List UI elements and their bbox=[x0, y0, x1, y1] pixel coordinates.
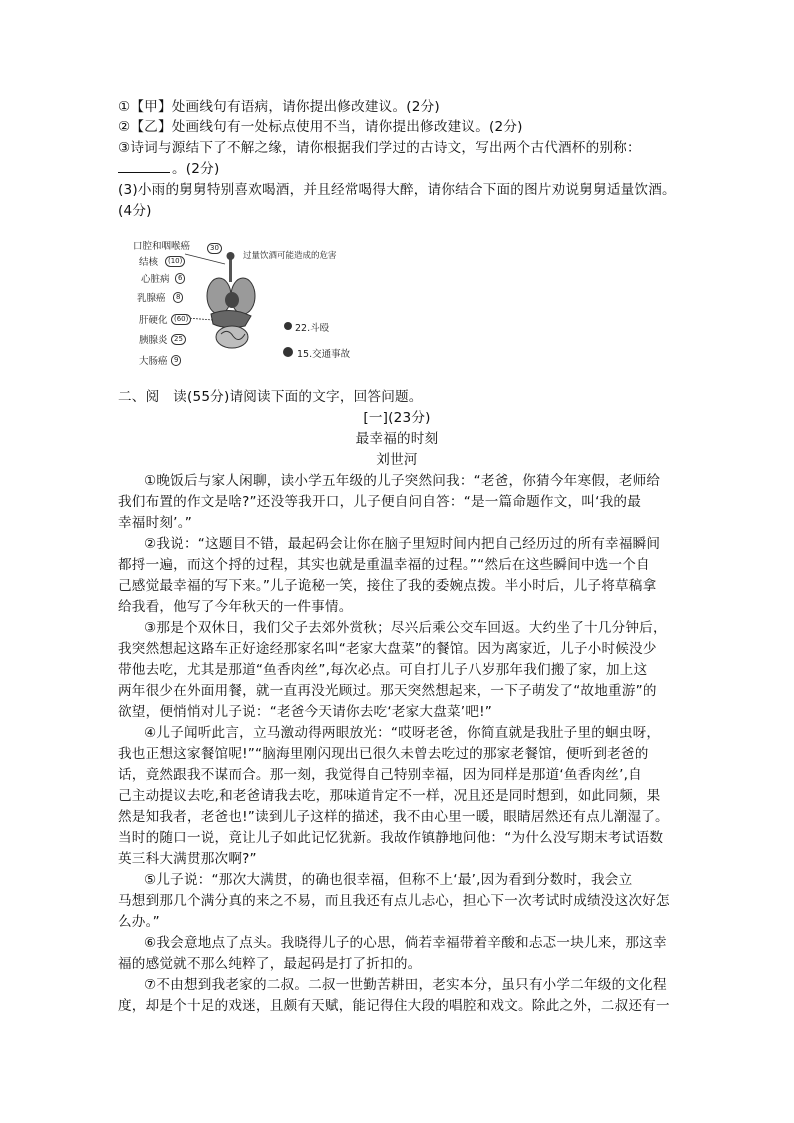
question-3-line-1: ③诗词与源结下了不解之缘，请你根据我们学过的古诗文，写出两个古代酒杯的别称： bbox=[118, 140, 641, 156]
question-1: ①【甲】处画线句有语病，请你提出修改建议。(2分) bbox=[118, 99, 440, 115]
label-tuberculosis: 结核 bbox=[139, 257, 159, 268]
text-line: ③那是个双休日，我们父子去郊外赏秋；尽兴后乘公交车回返。大约坐了十几分钟后， bbox=[144, 620, 667, 636]
question-4-line-2: (4分) bbox=[118, 203, 152, 219]
value-cirrhosis: (60) bbox=[171, 314, 191, 325]
label-fighting: 22.斗殴 bbox=[295, 323, 330, 334]
text-line: 幸福时刻’。” bbox=[118, 515, 192, 531]
alcohol-harm-figure bbox=[133, 234, 363, 370]
text-line: 带他去吃，尤其是那道“鱼香肉丝”,每次必点。可自打儿子八岁那年我们搬了家，加上这 bbox=[118, 662, 648, 678]
text-line: 福的感觉就不那么纯粹了，最起码是打了折扣的。 bbox=[118, 956, 422, 972]
question-3-suffix: 。(2分) bbox=[172, 161, 220, 177]
question-4-line-1: (3)小雨的舅舅特别喜欢喝酒，并且经常喝得大醉，请你结合下面的图片劝说舅舅适量饮酒。 bbox=[118, 182, 676, 198]
text-line: ①晚饭后与家人闲聊，读小学五年级的儿子突然问我：“老爸，你猜今年寒假，老师给 bbox=[144, 473, 661, 489]
text-line: 然是知我者，老爸也!”读到儿子这样的描述，我不由心里一暖，眼睛居然还有点儿潮湿了。 bbox=[118, 809, 669, 825]
value-breast-cancer: 8 bbox=[173, 292, 183, 303]
article-title: 最幸福的时刻 bbox=[355, 431, 439, 447]
label-traffic-accident: 15.交通事故 bbox=[297, 349, 351, 360]
text-line: 给我看，他写了今年秋天的一件事情。 bbox=[118, 599, 353, 615]
question-3-line-2 bbox=[118, 158, 219, 179]
text-line: ⑤儿子说：“那次大满贯，的确也很幸福，但称不上‘最’,因为看到分数时，我会立 bbox=[144, 872, 633, 888]
label-oral-cancer: 口腔和咽喉癌 bbox=[133, 241, 191, 252]
label-colon-cancer: 大肠癌 bbox=[139, 356, 168, 367]
text-line: 我也正想这家餐馆呢!”“脑海里刚闪现出已很久未曾去吃过的那家老餐馆，便听到老爸的 bbox=[118, 746, 649, 762]
text-line: 当时的随口一说，竟让儿子如此记忆犹新。我故作镇静地问他：“为什么没写期末考试语数 bbox=[118, 830, 664, 846]
text-line: ⑦不由想到我老家的二叔。二叔一世勤苦耕田，老实本分，虽只有小学二年级的文化程 bbox=[144, 977, 667, 993]
question-2: ②【乙】处画线句有一处标点使用不当，请你提出修改建议。(2分) bbox=[118, 119, 523, 135]
section-heading: 二、阅 读(55分)请阅读下面的文字，回答问题。 bbox=[118, 389, 423, 405]
part-heading: [一](23分) bbox=[363, 410, 431, 426]
label-breast-cancer: 乳腺癌 bbox=[137, 293, 166, 304]
text-line: 欲望，便悄悄对儿子说：“老爸今天请你去吃‘老家大盘菜’吧!” bbox=[118, 704, 493, 720]
text-line: 马想到那几个满分真的来之不易，而且我还有点儿忐心，担心下一次考试时成绩没这次好怎 bbox=[118, 893, 670, 909]
text-line: 两年很少在外面用餐，就一直再没光顾过。那天突然想起来，一下子萌发了“故地重游”的 bbox=[118, 683, 657, 699]
value-oral-cancer: 30 bbox=[207, 243, 222, 254]
answer-blank[interactable] bbox=[118, 158, 170, 173]
label-pancreatitis: 胰腺炎 bbox=[139, 335, 168, 346]
text-line: 我们布置的作文是啥?”还没等我开口，儿子便自问自答：“是一篇命题作文，叫‘我的最 bbox=[118, 494, 641, 510]
text-line: 英三科大满贯那次啊?” bbox=[118, 851, 257, 867]
text-line: ⑥我会意地点了点头。我晓得儿子的心思，倘若幸福带着辛酸和忐忑一块儿来，那这幸 bbox=[144, 935, 667, 951]
figure-title: 过量饮酒可能造成的危害 bbox=[243, 251, 337, 261]
text-line: 话，竟然跟我不谋而合。那一刻，我觉得自己特别幸福，因为同样是那道‘鱼香肉丝’,自 bbox=[118, 767, 642, 783]
text-line: 己主动提议去吃,和老爸请我去吃，那味道肯定不一样，况且还是同时想到，如此同频，果 bbox=[118, 788, 661, 804]
text-line: 么办。” bbox=[118, 914, 160, 930]
value-colon-cancer: 9 bbox=[171, 355, 181, 366]
label-heart-disease: 心脏病 bbox=[141, 274, 170, 285]
value-pancreatitis: 25 bbox=[171, 334, 186, 345]
value-tuberculosis: (10) bbox=[165, 256, 185, 267]
value-heart-disease: 6 bbox=[175, 273, 185, 284]
text-line: 己感觉最幸福的写下来。”儿子诡秘一笑，接住了我的委婉点拨。半小时后，儿子将草稿拿 bbox=[118, 578, 657, 594]
text-line: ②我说：“这题目不错，最起码会让你在脑子里短时间内把自己经历过的所有幸福瞬间 bbox=[144, 536, 661, 552]
text-line: 我突然想起这路车正好途经那家名叫“老家大盘菜”的餐馆。因为离家近，儿子小时候没少 bbox=[118, 641, 657, 657]
text-line: 都捋一遍，而这个捋的过程，其实也就是重温幸福的过程。”“然后在这些瞬间中选一个自 bbox=[118, 557, 650, 573]
text-line: 度，却是个十足的戏迷，且颇有天赋，能记得住大段的唱腔和戏文。除此之外，二叔还有一 bbox=[118, 998, 670, 1014]
article-author: 刘世河 bbox=[376, 452, 418, 468]
text-line: ④儿子闻听此言，立马激动得两眼放光：“哎呀老爸，你简直就是我肚子里的蛔虫呀， bbox=[144, 725, 661, 741]
label-cirrhosis: 肝硬化 bbox=[139, 315, 168, 326]
